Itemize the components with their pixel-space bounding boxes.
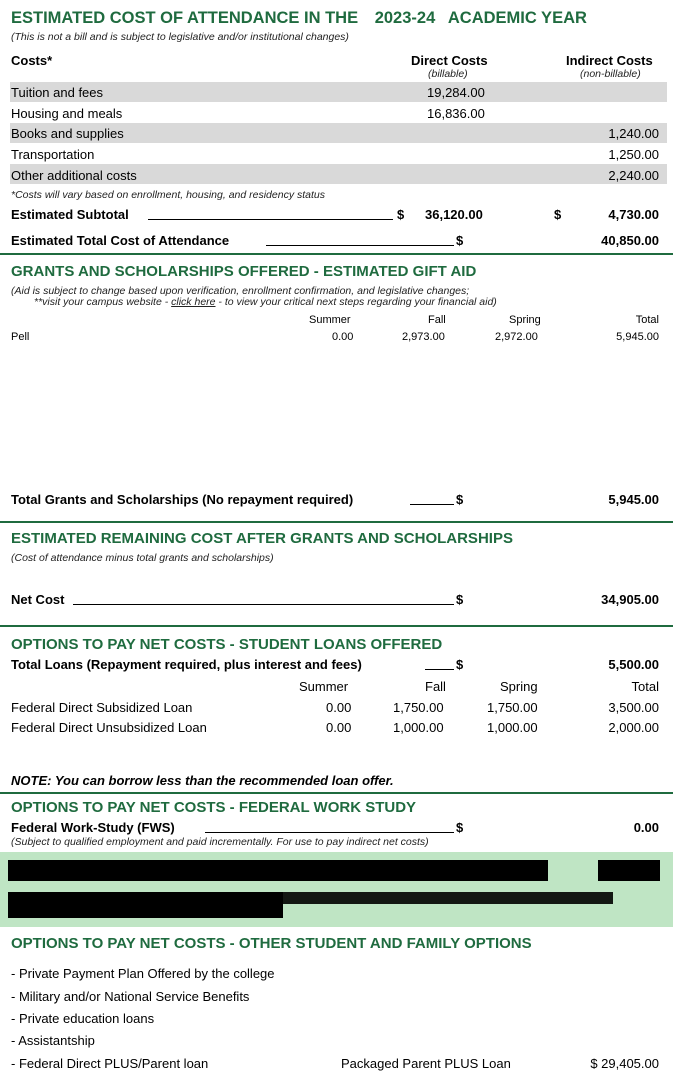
- redaction-block: [8, 860, 548, 881]
- work-study-dollar: $: [456, 820, 464, 835]
- section-divider: [0, 521, 673, 523]
- loans-col-total: Total: [631, 679, 659, 694]
- academic-year: 2023-24: [374, 9, 436, 27]
- col-header-direct-sub: (billable): [428, 68, 468, 80]
- leader-line: [425, 669, 454, 670]
- net-cost-label: Net Cost: [11, 592, 65, 607]
- grants-total-dollar: $: [456, 492, 464, 507]
- redaction-block: [283, 892, 613, 904]
- cost-row-label: Tuition and fees: [11, 85, 104, 100]
- cost-row-label: Transportation: [11, 147, 95, 162]
- grants-note-2-post: - to view your critical next steps regarding your financial aid): [215, 296, 497, 308]
- other-options-title: OPTIONS TO PAY NET COSTS - OTHER STUDENT AND FAMILY OPTIONS: [11, 935, 532, 952]
- cost-row-label: Books and supplies: [11, 126, 124, 141]
- loan-row-fall: 1,750.00: [393, 700, 444, 715]
- loan-row-summer: 0.00: [326, 720, 352, 735]
- grants-section-title: GRANTS AND SCHOLARSHIPS OFFERED - ESTIMATED GIFT AID: [11, 263, 477, 280]
- grant-row-spring: 2,972.00: [495, 331, 538, 343]
- col-header-costs: Costs*: [11, 53, 53, 68]
- grants-note-2: [34, 296, 497, 308]
- subtotal-direct: 36,120.00: [425, 207, 483, 222]
- cost-section-title: [11, 9, 587, 28]
- subtotal-indirect: 4,730.00: [608, 207, 659, 222]
- grants-note-1: (Aid is subject to change based upon verification, enrollment confirmation, and legislative changes;: [11, 285, 470, 297]
- grants-total-value: 5,945.00: [608, 492, 659, 507]
- loans-col-summer: Summer: [299, 679, 349, 694]
- col-header-direct: Direct Costs: [411, 53, 488, 68]
- subtotal-dollar: $: [397, 207, 405, 222]
- grants-note-2-pre: **visit your campus website -: [34, 296, 172, 308]
- leader-line: [410, 504, 454, 505]
- redaction-block: [8, 892, 283, 918]
- loan-row-label: Federal Direct Unsubsidized Loan: [11, 720, 207, 735]
- grants-col-fall: Fall: [428, 314, 446, 326]
- leader-line: [73, 604, 454, 605]
- grants-col-total: Total: [635, 314, 659, 326]
- cost-row-label: Housing and meals: [11, 106, 123, 121]
- work-study-title: OPTIONS TO PAY NET COSTS - FEDERAL WORK STUDY: [11, 799, 417, 816]
- other-option-item: - Assistantship: [11, 1033, 95, 1048]
- loans-col-fall: Fall: [425, 679, 446, 694]
- work-study-label: Federal Work-Study (FWS): [11, 820, 175, 835]
- parent-plus-label: Packaged Parent PLUS Loan: [341, 1056, 511, 1071]
- loans-note: NOTE: You can borrow less than the recommended loan offer.: [11, 773, 394, 788]
- leader-line: [205, 832, 454, 833]
- loans-col-spring: Spring: [500, 679, 538, 694]
- grant-row-summer: 0.00: [332, 331, 354, 343]
- loan-row-summer: 0.00: [326, 700, 352, 715]
- section-divider: [0, 253, 673, 255]
- cost-row-direct: 16,836.00: [427, 106, 485, 121]
- leader-line: [148, 219, 393, 220]
- net-cost-dollar: $: [456, 592, 464, 607]
- total-cost-dollar: $: [456, 233, 464, 248]
- loan-row-label: Federal Direct Subsidized Loan: [11, 700, 193, 715]
- loans-total-dollar: $: [456, 657, 464, 672]
- work-study-value: 0.00: [633, 820, 659, 835]
- loans-total-label: Total Loans (Repayment required, plus interest and fees): [11, 657, 362, 672]
- loan-row-total: 2,000.00: [608, 720, 659, 735]
- redacted-efc-band: [0, 852, 673, 927]
- cost-footnote: *Costs will vary based on enrollment, housing, and residency status: [11, 189, 325, 201]
- cost-title-suffix: ACADEMIC YEAR: [447, 9, 587, 27]
- grants-total-label: Total Grants and Scholarships (No repayment required): [11, 492, 354, 507]
- work-study-subtitle: (Subject to qualified employment and paid incrementally. For use to pay indirect net costs): [11, 836, 429, 848]
- redaction-block: [598, 860, 660, 881]
- leader-line: [266, 245, 454, 246]
- cost-section-subtitle: (This is not a bill and is subject to legislative and/or institutional changes): [11, 31, 349, 43]
- other-option-item: - Military and/or National Service Benefits: [11, 989, 250, 1004]
- cost-row-indirect: 1,250.00: [608, 147, 659, 162]
- parent-plus-value: $ 29,405.00: [590, 1056, 659, 1071]
- row-shade: [10, 82, 667, 102]
- other-option-item: - Private education loans: [11, 1011, 155, 1026]
- total-cost-label: Estimated Total Cost of Attendance: [11, 233, 230, 248]
- cost-title-text: ESTIMATED COST OF ATTENDANCE IN THE: [11, 9, 359, 27]
- col-header-indirect-sub: (non-billable): [580, 68, 641, 80]
- loan-row-fall: 1,000.00: [393, 720, 444, 735]
- loans-section-title: OPTIONS TO PAY NET COSTS - STUDENT LOANS OFFERED: [11, 636, 443, 653]
- remaining-section-subtitle: (Cost of attendance minus total grants and scholarships): [11, 552, 274, 564]
- section-divider: [0, 625, 673, 627]
- campus-website-link[interactable]: click here: [171, 296, 216, 308]
- other-option-item: - Federal Direct PLUS/Parent loan: [11, 1056, 209, 1071]
- loans-total-value: 5,500.00: [608, 657, 659, 672]
- section-divider: [0, 792, 673, 794]
- cost-row-label: Other additional costs: [11, 168, 137, 183]
- cost-row-indirect: 2,240.00: [608, 168, 659, 183]
- loan-row-spring: 1,000.00: [487, 720, 538, 735]
- other-option-item: - Private Payment Plan Offered by the college: [11, 966, 275, 981]
- remaining-section-title: ESTIMATED REMAINING COST AFTER GRANTS AND SCHOLARSHIPS: [11, 530, 513, 547]
- grant-row-fall: 2,973.00: [402, 331, 445, 343]
- loan-row-total: 3,500.00: [608, 700, 659, 715]
- total-cost-value: 40,850.00: [601, 233, 659, 248]
- subtotal-label: Estimated Subtotal: [11, 207, 129, 222]
- cost-row-direct: 19,284.00: [427, 85, 485, 100]
- net-cost-value: 34,905.00: [601, 592, 659, 607]
- subtotal-dollar: $: [554, 207, 562, 222]
- grants-col-summer: Summer: [309, 314, 351, 326]
- cost-row-indirect: 1,240.00: [608, 126, 659, 141]
- grants-col-spring: Spring: [509, 314, 541, 326]
- grant-row-label: Pell: [11, 331, 30, 343]
- grant-row-total: 5,945.00: [616, 331, 659, 343]
- loan-row-spring: 1,750.00: [487, 700, 538, 715]
- col-header-indirect: Indirect Costs: [566, 53, 653, 68]
